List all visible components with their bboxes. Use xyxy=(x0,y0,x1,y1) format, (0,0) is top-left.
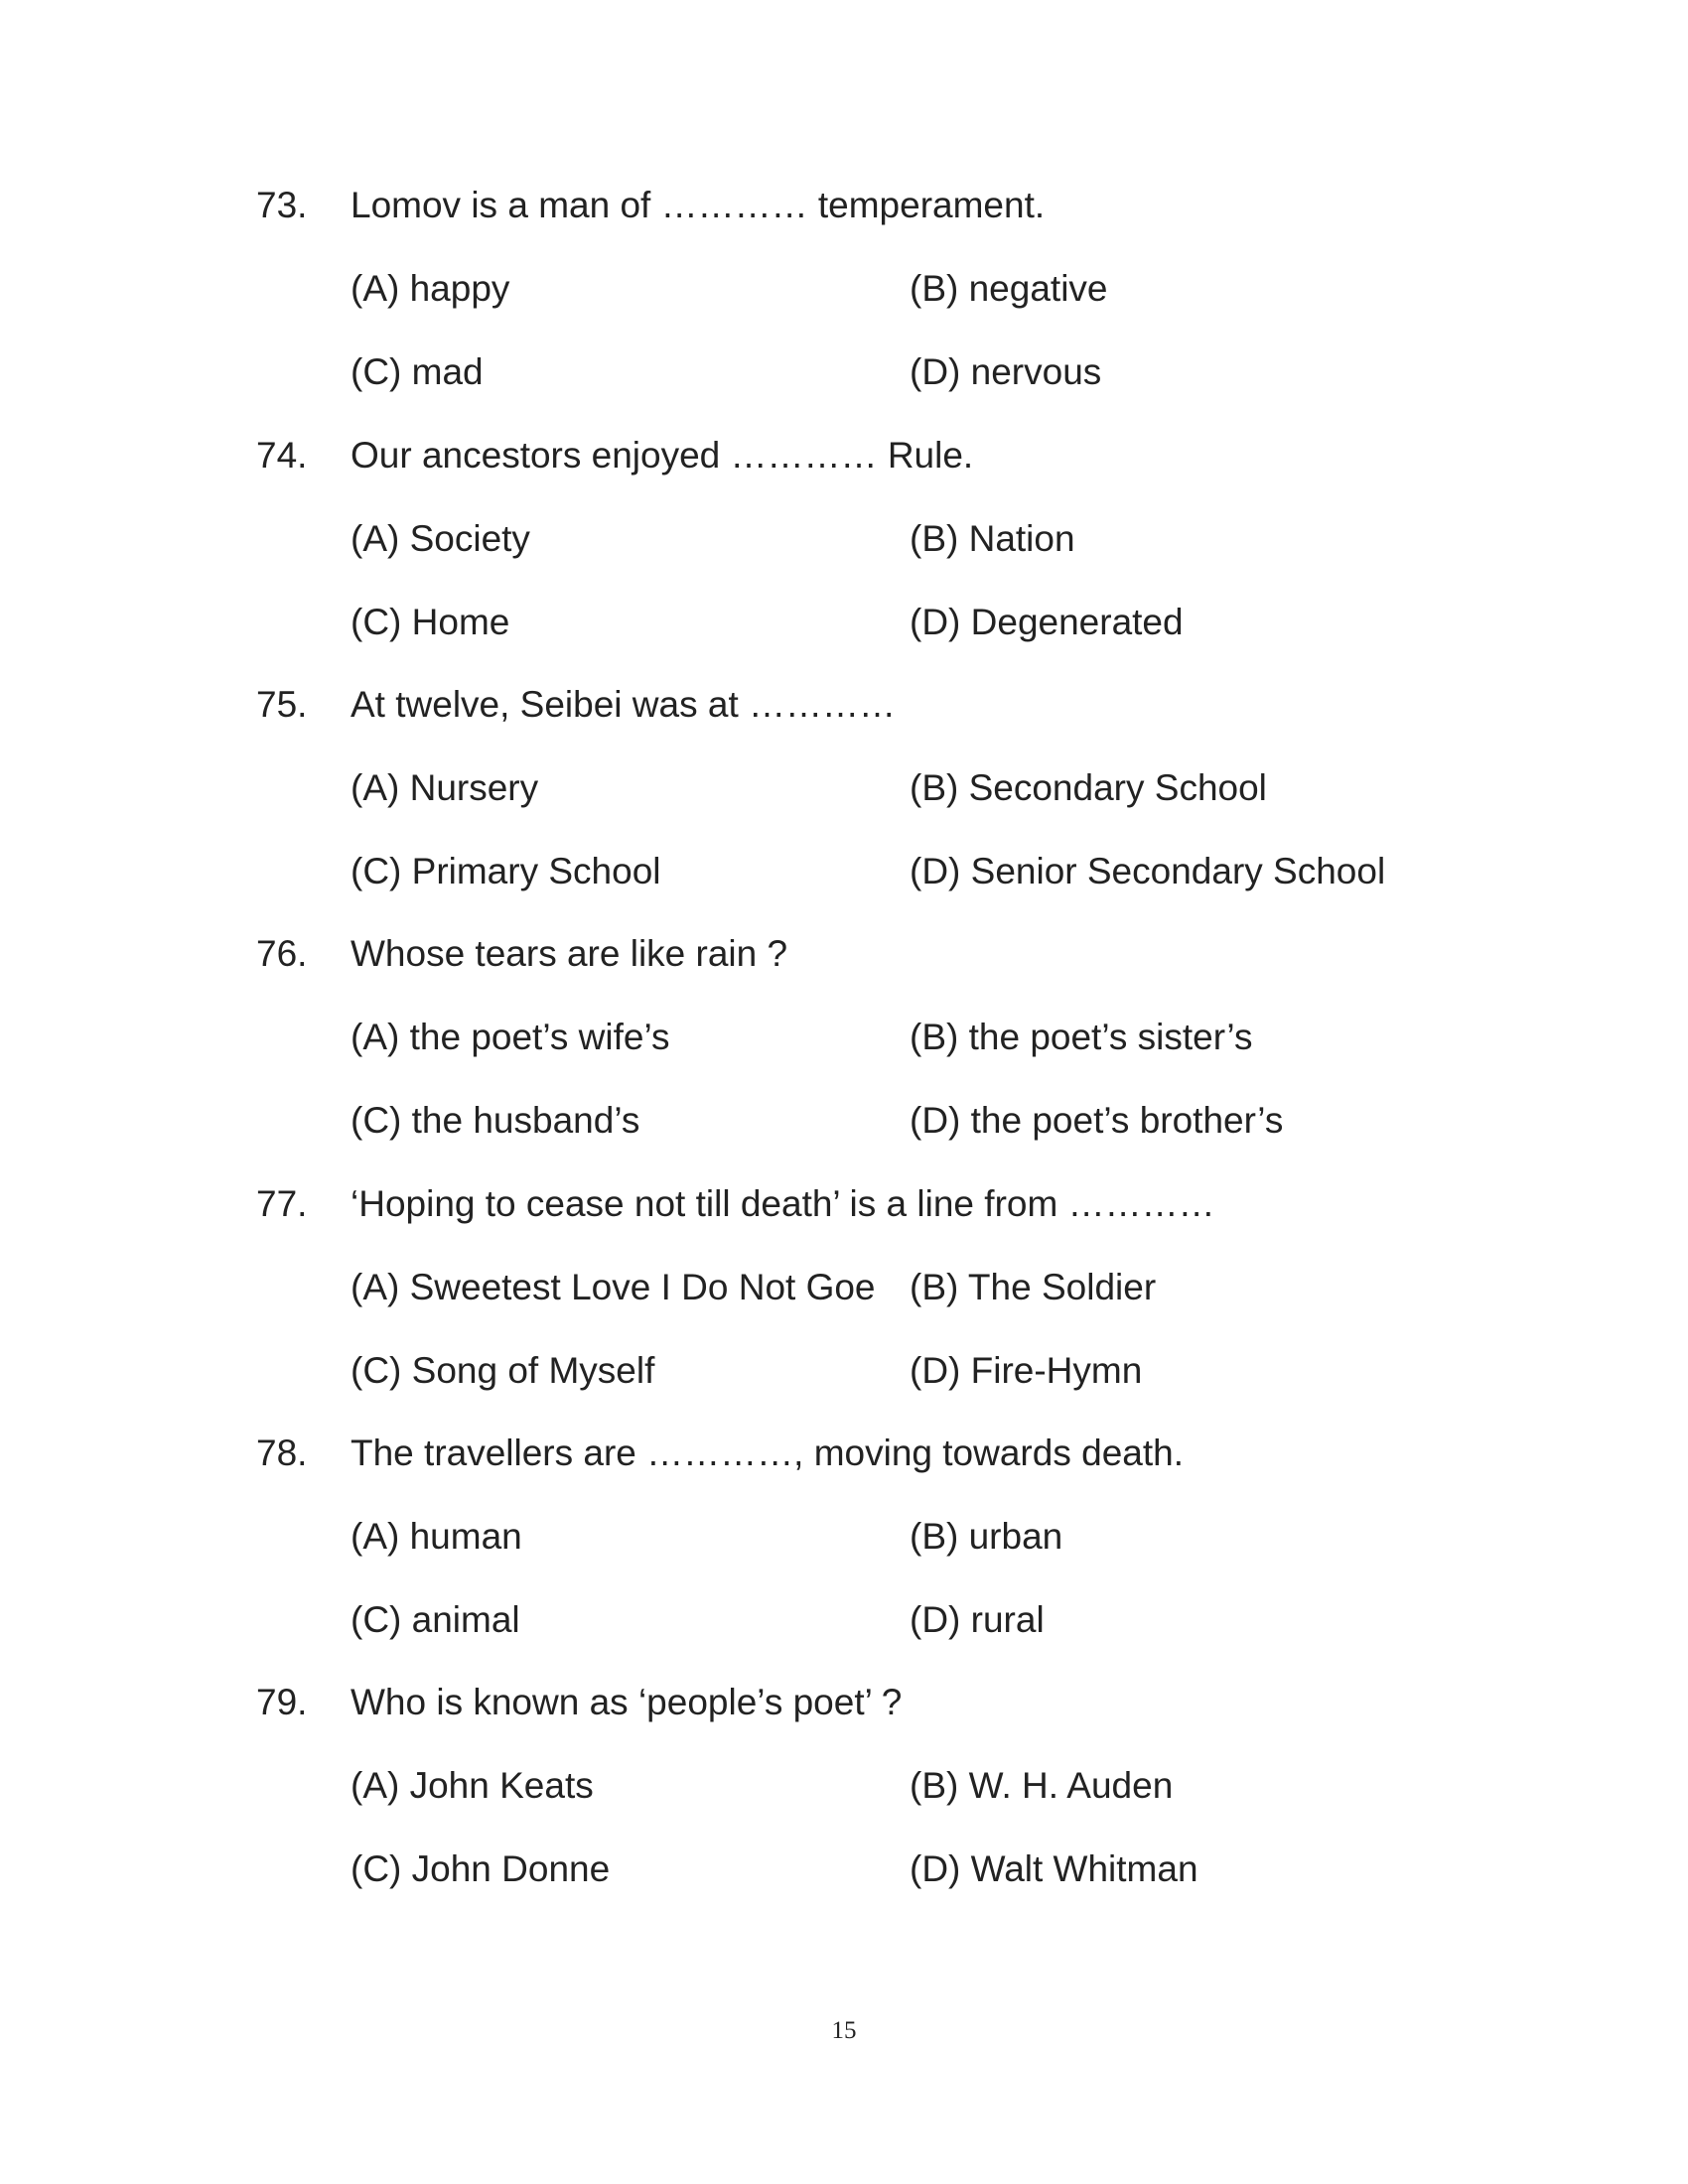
question-text: Who is known as ‘people’s poet’ ? xyxy=(351,1682,903,1722)
question-number: 75. xyxy=(256,684,308,725)
option-b: (B) negative xyxy=(910,268,1108,309)
option-d: (D) Fire-Hymn xyxy=(910,1350,1143,1391)
question-text: The travellers are …………, moving towards death. xyxy=(351,1433,1184,1473)
question-text: Our ancestors enjoyed ………… Rule. xyxy=(351,435,974,476)
question-number: 78. xyxy=(256,1433,308,1473)
question-text: ‘Hoping to cease not till death’ is a line from ………… xyxy=(351,1183,1215,1224)
page-number: 15 xyxy=(831,2017,857,2044)
question-text: Whose tears are like rain ? xyxy=(351,933,788,974)
option-c: (C) Song of Myself xyxy=(351,1350,655,1391)
question-number: 79. xyxy=(256,1682,308,1722)
option-c: (C) John Donne xyxy=(351,1848,611,1889)
option-b: (B) The Soldier xyxy=(910,1267,1157,1307)
question-number: 77. xyxy=(256,1183,308,1224)
question-text: Lomov is a man of ………… temperament. xyxy=(351,185,1046,225)
option-b: (B) Secondary School xyxy=(910,767,1267,808)
option-b: (B) urban xyxy=(910,1516,1063,1557)
option-c: (C) mad xyxy=(351,351,484,392)
option-a: (A) Society xyxy=(351,518,530,559)
option-c: (C) animal xyxy=(351,1599,520,1640)
option-d: (D) nervous xyxy=(910,351,1102,392)
question-number: 73. xyxy=(256,185,308,225)
option-a: (A) John Keats xyxy=(351,1765,594,1806)
option-d: (D) Walt Whitman xyxy=(910,1848,1198,1889)
option-c: (C) Home xyxy=(351,602,510,642)
option-a: (A) the poet’s wife’s xyxy=(351,1017,670,1057)
option-d: (D) the poet’s brother’s xyxy=(910,1100,1284,1141)
option-a: (A) human xyxy=(351,1516,522,1557)
question-number: 74. xyxy=(256,435,308,476)
option-d: (D) rural xyxy=(910,1599,1045,1640)
question-text: At twelve, Seibei was at ………… xyxy=(351,684,897,725)
option-b: (B) the poet’s sister’s xyxy=(910,1017,1253,1057)
option-d: (D) Senior Secondary School xyxy=(910,851,1386,891)
option-d: (D) Degenerated xyxy=(910,602,1184,642)
option-c: (C) the husband’s xyxy=(351,1100,640,1141)
option-a: (A) happy xyxy=(351,268,510,309)
option-a: (A) Nursery xyxy=(351,767,539,808)
option-b: (B) Nation xyxy=(910,518,1075,559)
option-c: (C) Primary School xyxy=(351,851,661,891)
option-a: (A) Sweetest Love I Do Not Goe xyxy=(351,1267,876,1307)
option-b: (B) W. H. Auden xyxy=(910,1765,1174,1806)
question-number: 76. xyxy=(256,933,308,974)
